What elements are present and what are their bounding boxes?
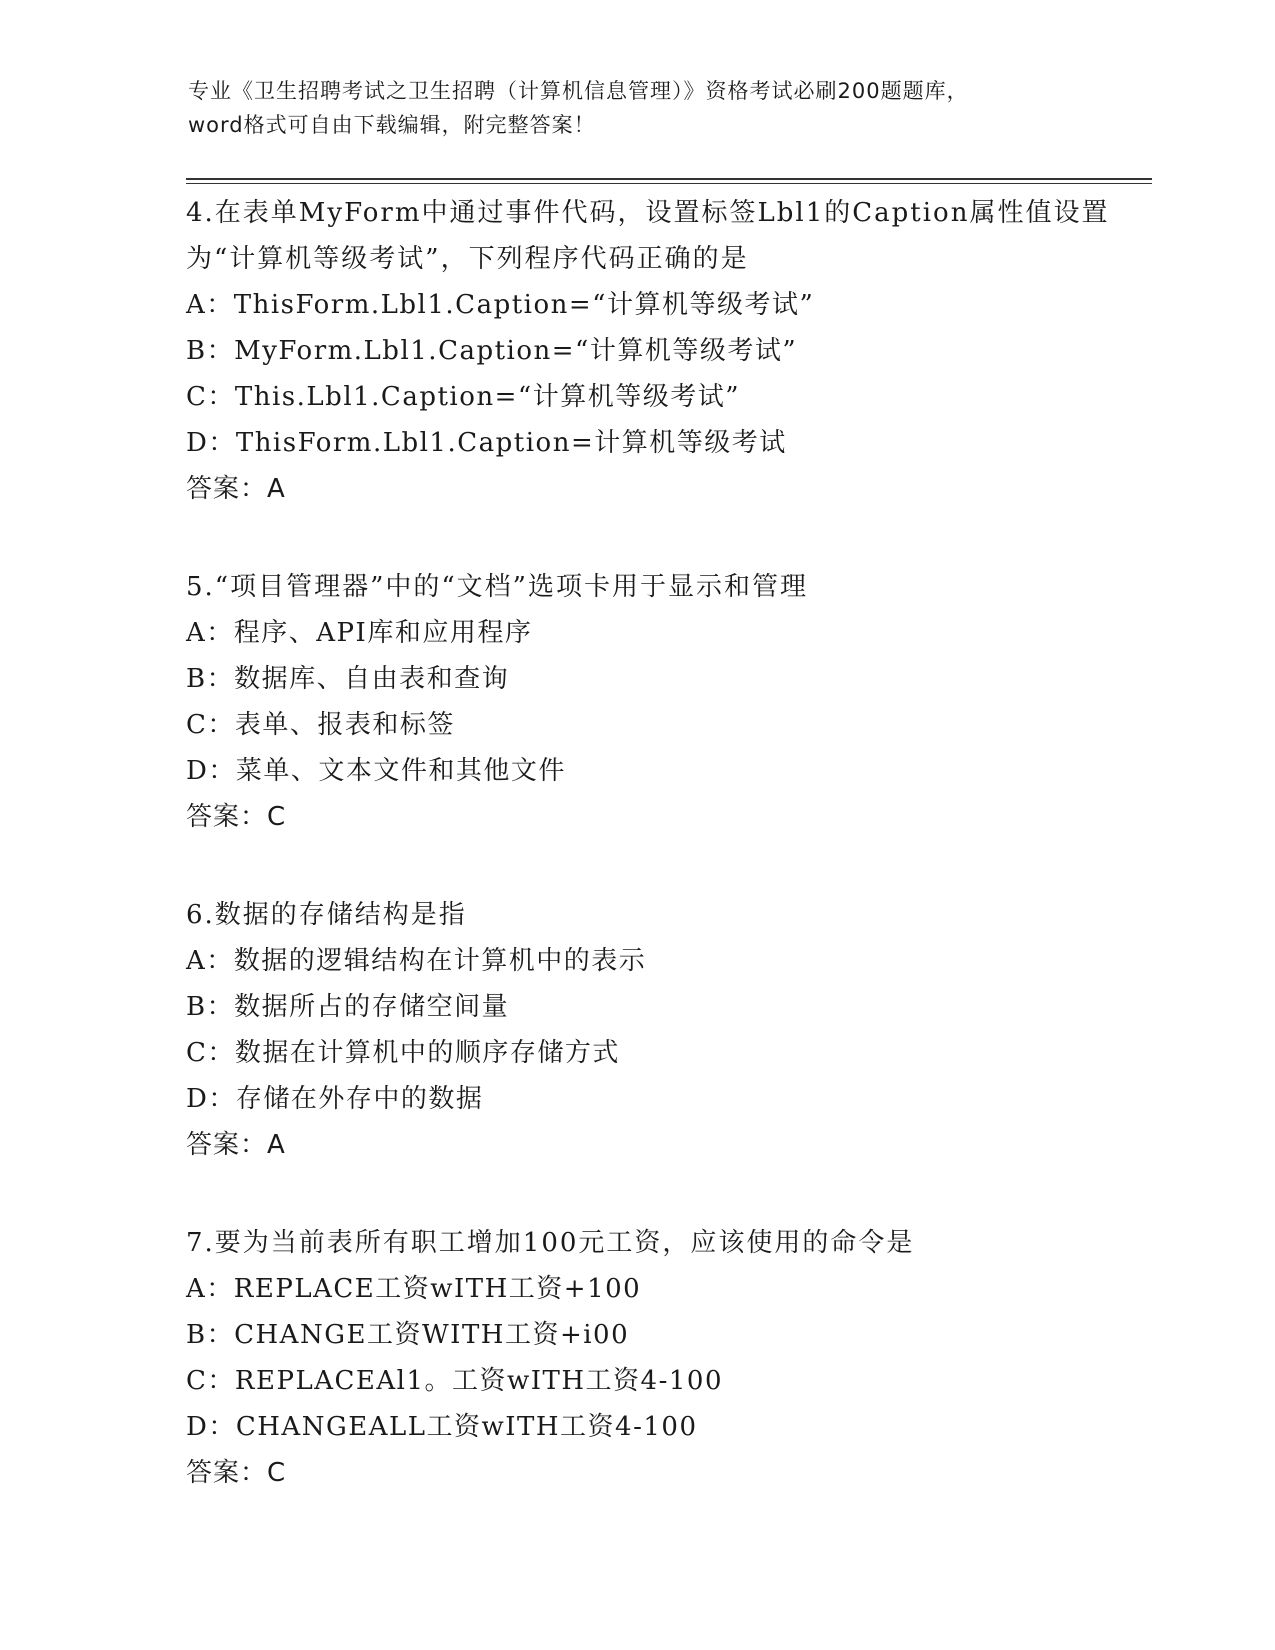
option-b: B：数据库、自由表和查询 [186, 664, 510, 694]
question-4 [186, 190, 1146, 512]
question-stem: 4.在表单MyForm中通过事件代码，设置标签Lbl1的Caption属性值设置为“计算机等级考试”，下列程序代码正确的是 [186, 198, 1110, 274]
answer-text: 答案：A [186, 1130, 286, 1160]
answer-text: 答案：A [186, 474, 286, 504]
option-c: C：REPLACEAl1。工资wITH工资4-100 [186, 1366, 723, 1396]
option-a: A：ThisForm.Lbl1.Caption=“计算机等级考试” [186, 290, 815, 320]
option-c: C：表单、报表和标签 [186, 710, 455, 740]
header-divider [186, 178, 1152, 184]
option-c: C：数据在计算机中的顺序存储方式 [186, 1038, 620, 1068]
option-d: D：CHANGEALL工资wITH工资4-100 [186, 1412, 698, 1442]
option-c: C：This.Lbl1.Caption=“计算机等级考试” [186, 382, 741, 412]
option-a: A：程序、API库和应用程序 [186, 618, 533, 648]
document-header [188, 74, 1088, 142]
question-5 [186, 564, 1146, 840]
question-stem: 7.要为当前表所有职工增加100元工资，应该使用的命令是 [186, 1228, 915, 1258]
option-d: D：ThisForm.Lbl1.Caption=计算机等级考试 [186, 428, 787, 458]
question-6 [186, 892, 1146, 1168]
answer-text: 答案：C [186, 802, 287, 832]
option-a: A：REPLACE工资wITH工资+100 [186, 1274, 642, 1304]
header-title-line-1: 专业《卫生招聘考试之卫生招聘（计算机信息管理）》资格考试必刷200题题库， [188, 79, 969, 103]
option-d: D：存储在外存中的数据 [186, 1084, 484, 1114]
answer-text: 答案：C [186, 1458, 287, 1488]
option-b: B：MyForm.Lbl1.Caption=“计算机等级考试” [186, 336, 798, 366]
option-a: A：数据的逻辑结构在计算机中的表示 [186, 946, 647, 976]
header-title-line-2: word格式可自由下载编辑，附完整答案！ [188, 113, 596, 137]
question-stem: 6.数据的存储结构是指 [186, 900, 467, 930]
option-b: B：数据所占的存储空间量 [186, 992, 510, 1022]
question-list [186, 190, 1146, 1548]
option-d: D：菜单、文本文件和其他文件 [186, 756, 566, 786]
question-stem: 5.“项目管理器”中的“文档”选项卡用于显示和管理 [186, 572, 808, 602]
question-7 [186, 1220, 1146, 1496]
option-b: B：CHANGE工资WITH工资+i00 [186, 1320, 630, 1350]
